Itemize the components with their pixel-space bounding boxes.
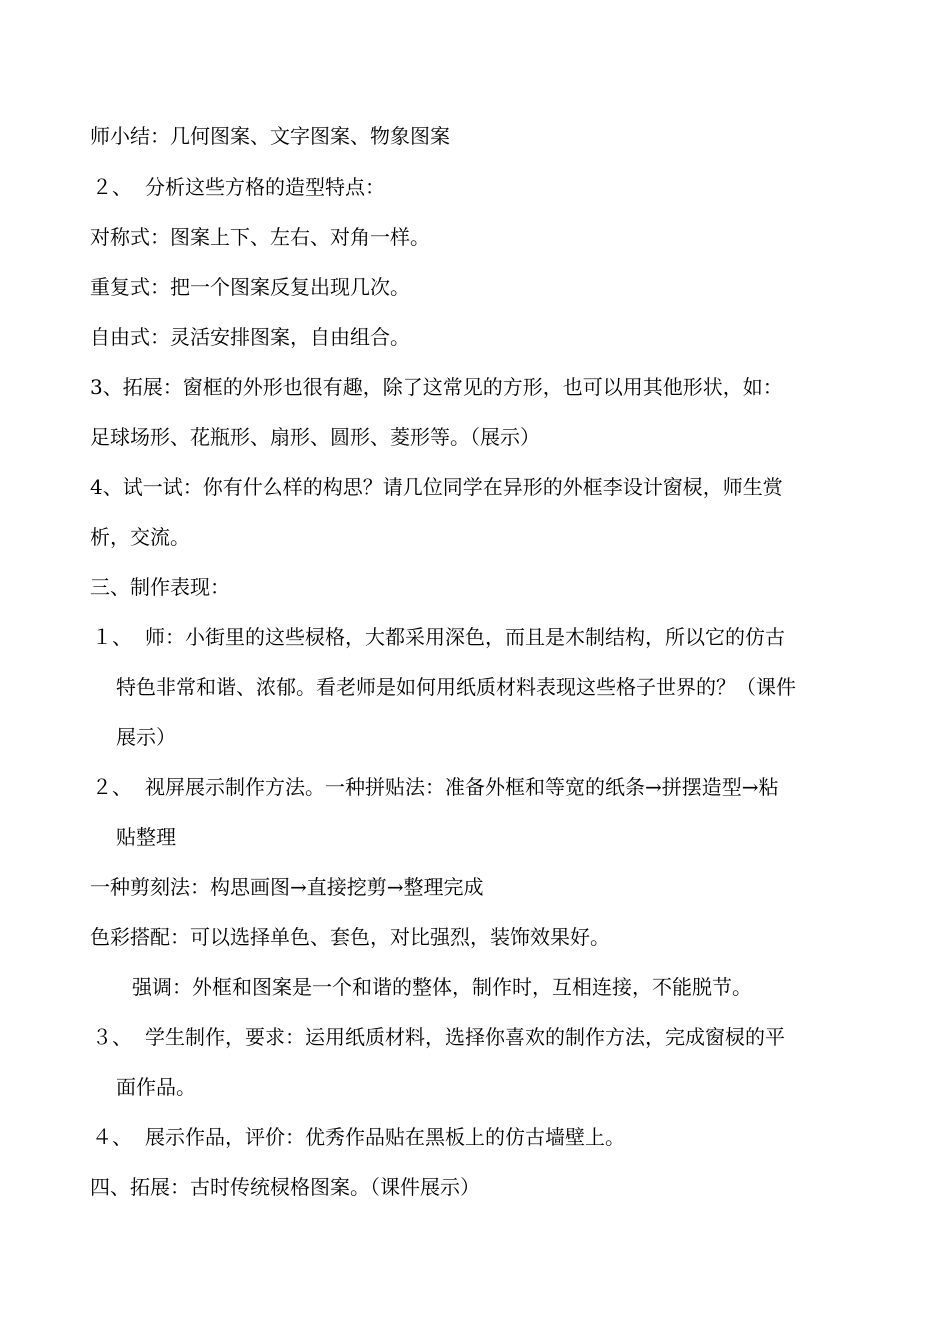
text-line: 对称式：图案上下、左右、对角一样。 [90,225,430,249]
text-line: 析，交流。 [90,525,190,549]
item-number: ２、 [92,175,132,199]
item-number: １、 [92,625,132,649]
text-line: 足球场形、花瓶形、扇形、圆形、菱形等。（展示） [90,425,540,449]
text-line: 面作品。 [116,1075,196,1099]
text-line: 分析这些方格的造型特点： [145,175,385,199]
text-line: 色彩搭配：可以选择单色、套色，对比强烈，装饰效果好。 [90,925,610,949]
text-line: 展示作品，评价：优秀作品贴在黑板上的仿古墙壁上。 [145,1125,625,1149]
text-line: 一种剪刻法：构思画图→直接挖剪→整理完成 [90,875,484,899]
item-number: ３、 [92,1025,132,1049]
text-line: 展示） [116,725,176,749]
summary-line: 师小结：几何图案、文字图案、物象图案 [90,124,450,148]
section-heading: 三、制作表现： [90,575,230,599]
item-number: ２、 [92,775,132,799]
text-line: 3、拓展：窗框的外形也很有趣，除了这常见的方形，也可以用其他形状，如： [90,375,783,399]
text-line: 贴整理 [116,825,176,849]
text-line: 4、试一试：你有什么样的构思？请几位同学在异形的外框李设计窗棂，师生赏 [90,475,783,499]
text-line: 学生制作，要求：运用纸质材料，选择你喜欢的制作方法，完成窗棂的平 [145,1025,785,1049]
text-line: 师：小街里的这些棂格，大都采用深色，而且是木制结构，所以它的仿古 [145,625,785,649]
text-line: 重复式：把一个图案反复出现几次。 [90,275,410,299]
text-line: 自由式：灵活安排图案，自由组合。 [90,325,410,349]
text-line: 强调：外框和图案是一个和谐的整体，制作时，互相连接，不能脱节。 [132,975,752,999]
item-number: ４、 [92,1125,132,1149]
text-line: 视屏展示制作方法。一种拼贴法：准备外框和等宽的纸条→拼摆造型→粘 [145,775,779,799]
text-line: 特色非常和谐、浓郁。看老师是如何用纸质材料表现这些格子世界的？（课件 [116,675,796,699]
section-heading: 四、拓展：古时传统棂格图案。（课件展示） [90,1175,480,1199]
